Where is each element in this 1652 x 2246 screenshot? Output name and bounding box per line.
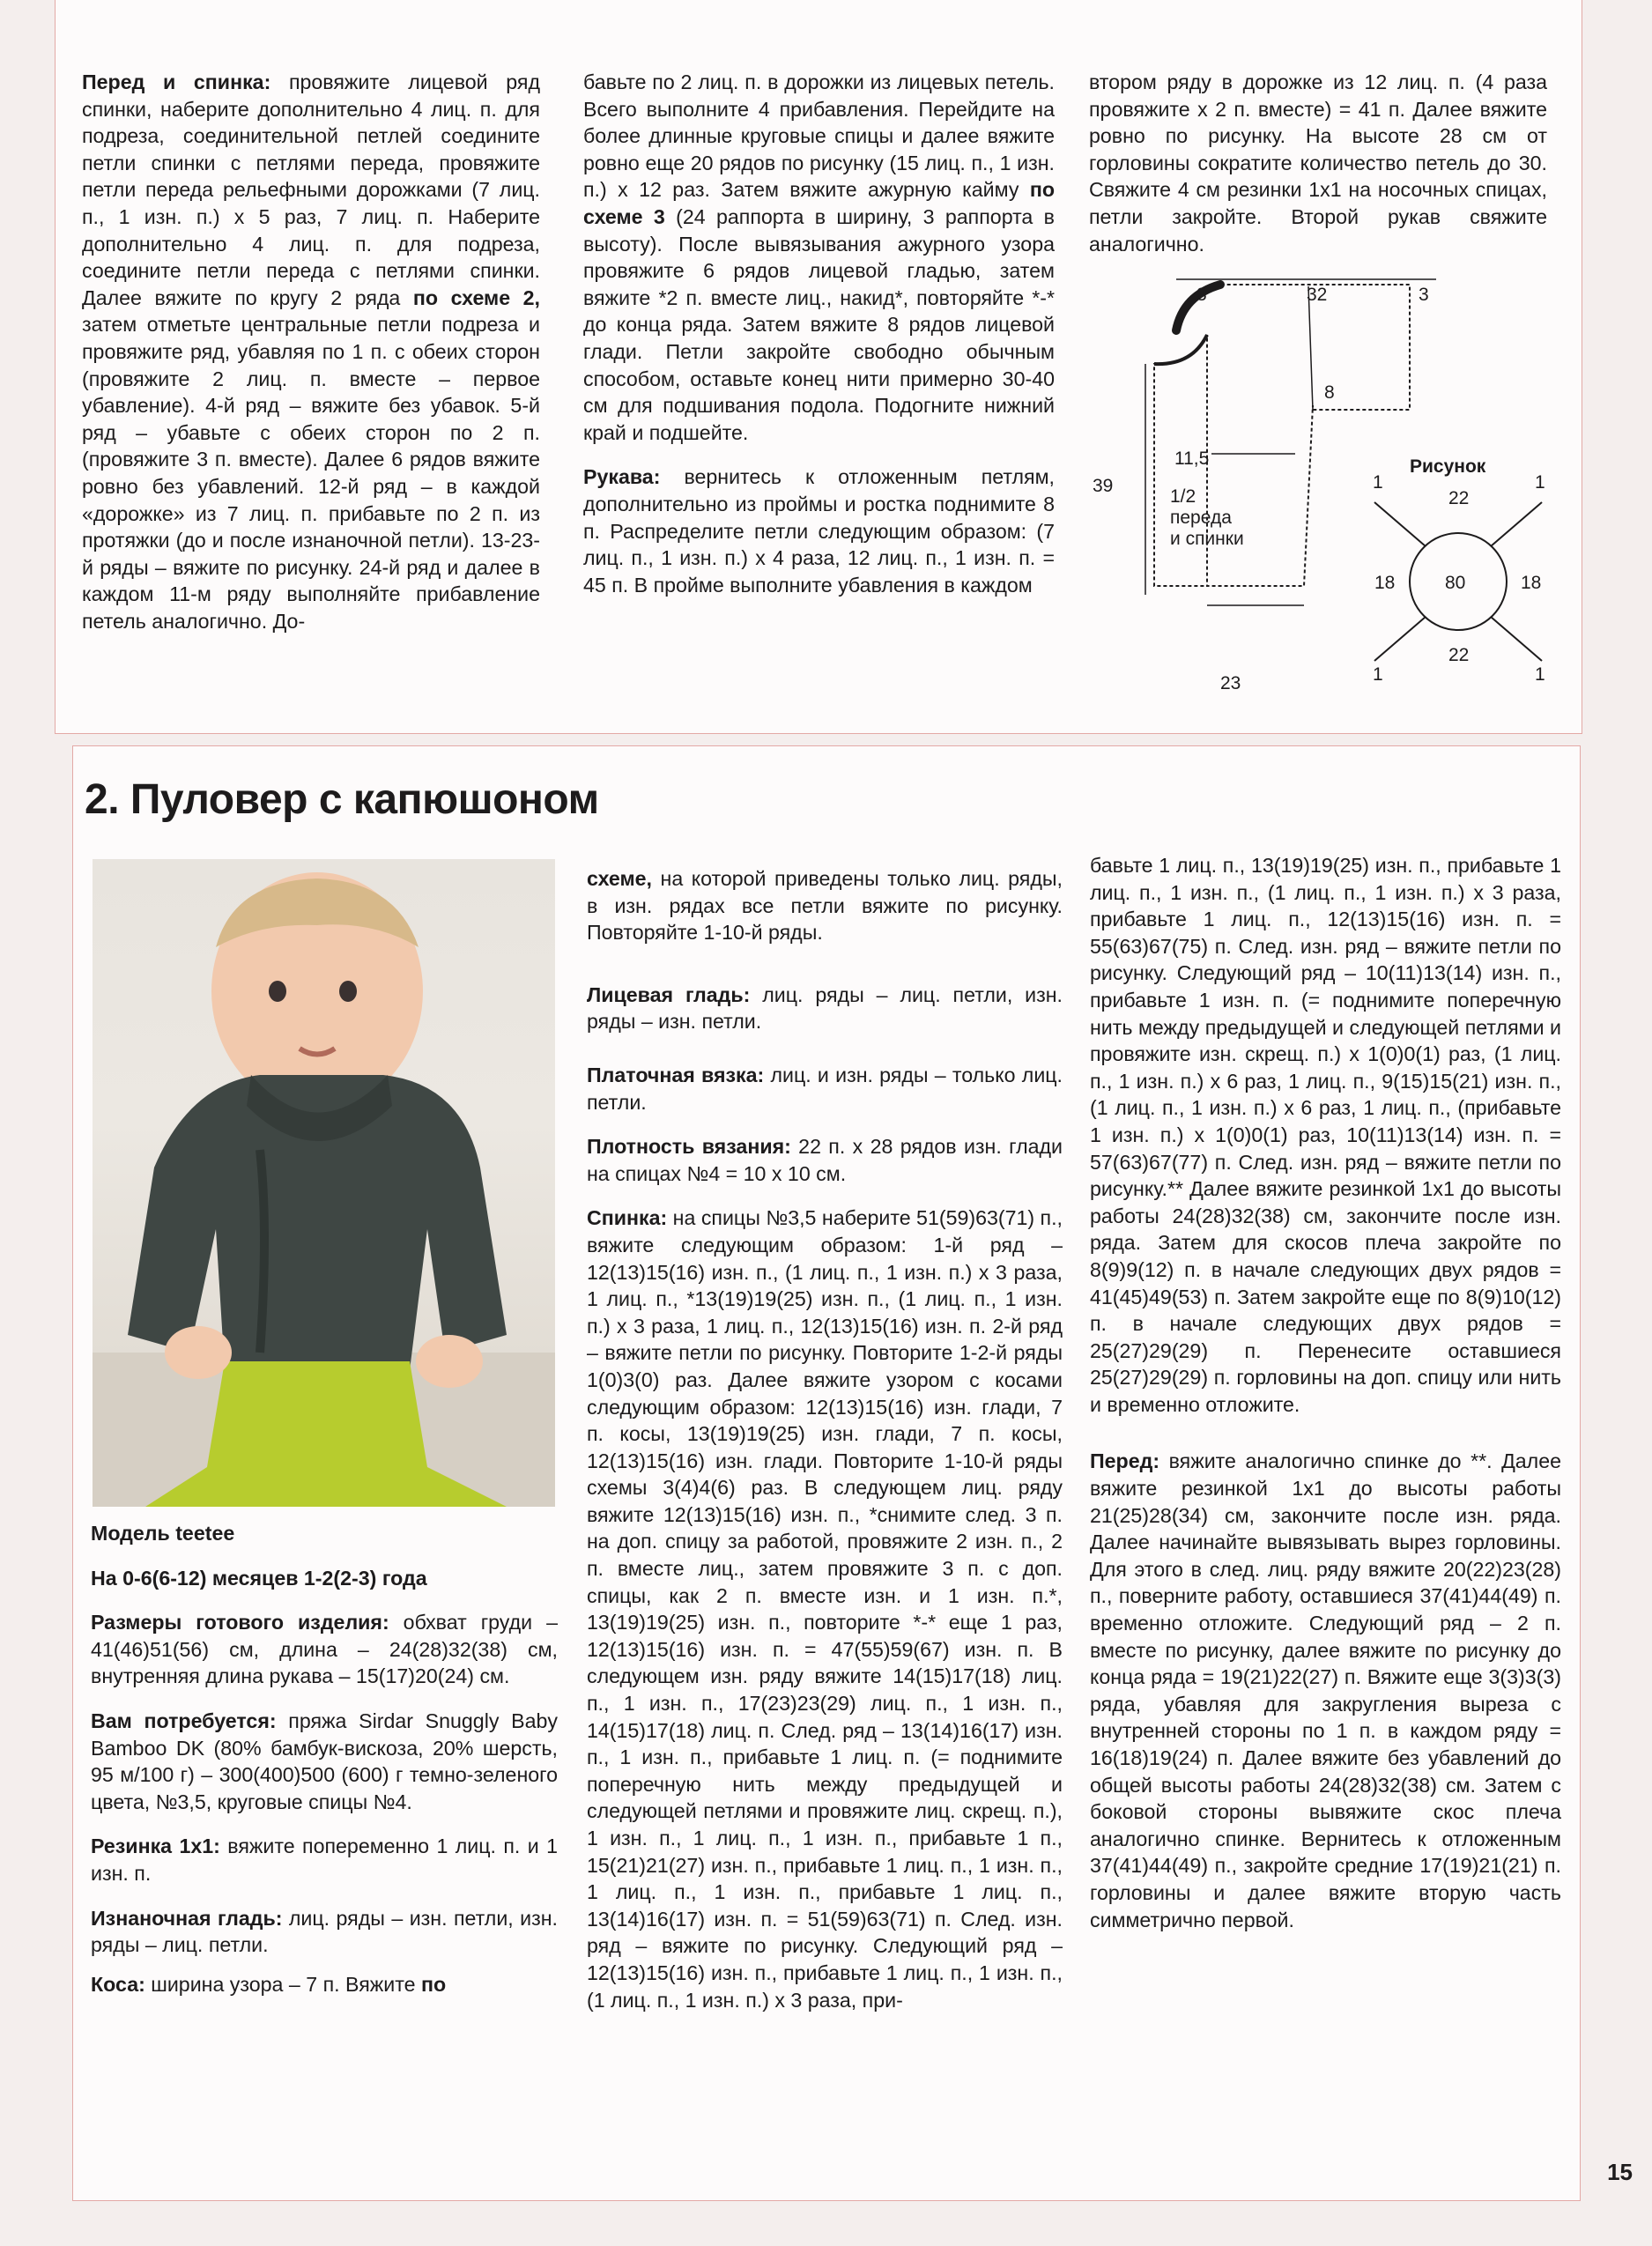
sleeves-continued: втором ряду в дорожке из 12 лиц. п. (4 раза провяжите х 2 п. вместе) = 41 п. Далее вяжите ровно по рисунку. На высоте 28 см от горловины сократите количество петель до 30. Свяжите 4 см резинки 1х1 на носочных спицах, петли закройте. Второй рукав свяжите аналогично. xyxy=(1089,70,1547,256)
sizes-label: Размеры готового изделия: xyxy=(91,1611,389,1634)
back-continued: бавьте 1 лиц. п., 13(19)19(25) изн. п., прибавьте 1 лиц. п., 1 изн. п., (1 лиц. п., 1 изн. п.) х 3 раза, прибавьте 1 лиц. п., 12(13)15(16) изн. п. = 55(63)67(75) п. След. изн. ряд – вяжите петли по рисунку. Следующий ряд – 10(11)13(14) изн. п., прибавьте 1 изн. п. (= поднимите поперечную нить между предыдущей и следующей петлями и провяжите изн. скрещ. п.) х 1(0)0(1) раз, (1 лиц. п., 1 изн. п.) х 6 раз, 1 лиц. п., 9(15)15(21) изн. п., (1 лиц. п., 1 изн. п.) х 6 раз, 1 лиц. п., (прибавьте 1 изн. п.) х 1(0)0(1) раз, 10(11)13(14) изн. п. = 57(63)67(77) п. След. изн. ряд – вяжите петли по рисунку.** Далее вяжите резинкой 1х1 до высоты работы 24(28)32(38) см, закончите после изн. ряда. Затем для скосов плеча закройте по 8(9)9(12) п. в начале следующих двух рядов = 41(45)49(53) п. Затем закройте еще по 8(9)10(12) п. в начале следующих двух рядов = 25(27)29(29) п. Перенесите оставшиеся 25(27)29(29) п. горловины на доп. спицу или нить и временно отложите. xyxy=(1090,854,1561,1416)
sleeves-text: вернитесь к отложенным петлям, дополнительно из проймы и ростка поднимите 8 п. Распределите петли следующим образом: (7 лиц. п., 1 изн. п.) х 4 раза, 12 лиц. п., 1 изн. п. = 45 п. В пройме выполните убавления в каждом xyxy=(583,465,1055,597)
dim-top-left: 3 xyxy=(1196,285,1207,305)
cable-paragraph xyxy=(91,1971,558,1998)
top-column-1 xyxy=(82,69,540,634)
pattern-bottom: 22 xyxy=(1448,645,1470,665)
front-back-paragraph xyxy=(82,69,540,634)
pattern-corner-bl: 1 xyxy=(1373,664,1383,685)
main-column-1 xyxy=(91,1520,558,1998)
model-label: Модель teetee xyxy=(91,1522,235,1545)
hem-paragraph xyxy=(583,69,1055,446)
front-text: вяжите аналогично спинке до **. Далее вяжите резинкой 1х1 до высоты работы 21(25)28(34) см, закончите после изн. ряда. Далее начинайте вывязывать вырез горловины. Для этого в след. лиц. ряду вяжите 20(22)23(28) п., поверните работу, оставшиеся 37(41)44(49) п. временно отложите. Следующий ряд – 2 п. вместе по рисунку, далее вяжите по рисунку до конца ряда = 19(21)22(27) п. Вяжите еще 3(3)3(3) ряда, убавляя для закругления выреза с внутренней стороны по 1 п. в каждом ряду = 16(18)19(24) п. Далее вяжите без убавлений до общей высоты работы 24(28)32(38) см. Затем с боковой стороны вывяжите скос плеча аналогично спинке. Вернитесь к отложенным 37(41)44(49) п., закройте средние 17(19)21(21) п. горловины и далее вяжите вторую часть симметрично первой. xyxy=(1090,1449,1561,1931)
front-paragraph xyxy=(1090,1448,1561,1933)
hem-text-2: (24 раппорта в ширину, 3 раппорта в высоту). После вывязывания ажурного узора провяжите 6 рядов лицевой гладью, затем вяжите *2 п. вместе лиц., накид*, повторяйте *-* до конца ряда. Затем вяжите 8 рядов лицевой глади. Петли закройте свободно обычным способом, оставьте конец нити примерно 30-40 см для подшивания подола. Подогните нижний край и подшейте. xyxy=(583,204,1055,444)
garter-text: лиц. и изн. ряды – только лиц. петли. xyxy=(587,1063,1063,1114)
cable-label: Коса: xyxy=(91,1972,145,1996)
scheme-paragraph xyxy=(587,865,1063,946)
gauge-label: Плотность вязания: xyxy=(587,1135,791,1159)
dim-chest: 11,5 xyxy=(1174,448,1210,469)
hem-text-1: бавьте по 2 лиц. п. в дорожки из лицевых петель. Всего выполните 4 прибавления. Перейдите на более длинные круговые спицы и далее вяжите ровно еще 20 рядов по рисунку (15 лиц. п., 1 изн. п.) х 12 раз. Затем вяжите ажурную кайму xyxy=(583,70,1055,202)
rib-text: вяжите попеременно 1 лиц. п. и 1 изн. п. xyxy=(91,1835,559,1885)
pattern-left: 18 xyxy=(1374,573,1396,593)
back-paragraph xyxy=(587,1205,1063,2013)
label-half: 1/2 xyxy=(1170,486,1196,507)
pattern-title: Рисунок xyxy=(1410,456,1486,477)
dim-bottom: 23 xyxy=(1220,673,1241,692)
label-front: переда xyxy=(1170,508,1232,528)
page-number: 15 xyxy=(1607,2159,1633,2185)
front-back-rest: затем отметьте центральные петли подреза и провяжите ряд, убавляя по 1 п. с обеих сторон (провяжите 2 лиц. п. вместе – первое убавление). 4-й ряд – вяжите без убавок. 5-й ряд – убавьте с обеих сторон по 2 п. (провяжите 3 п. вместе). Далее 6 рядов вяжите ровно без убавлений. 12-й ряд – в каждой «дорожке» из 7 лиц. п. прибавьте по 2 п. из протяжки (до и после изнаночной петли). 13-23-й ряды – вяжите по рисунку. 24-й ряд и далее в каждом 11-м ряду выполняйте прибавление петель аналогично. До- xyxy=(82,313,540,633)
dim-height: 39 xyxy=(1093,476,1114,496)
pattern-corner-tr: 1 xyxy=(1535,472,1545,493)
baby-illustration xyxy=(93,859,555,1507)
scheme3-label: по схеме 3 xyxy=(583,178,1055,228)
pattern-top: 22 xyxy=(1448,488,1470,508)
back-text: на спицы №3,5 наберите 51(59)63(71) п., вяжите следующим образом: 1-й ряд – 12(13)15(16) изн. п., (1 лиц. п., 1 изн. п.) х 3 раза, 1 лиц. п., *13(19)19(25) изн. п., (1 лиц. п., 1 изн. п.) х 3 раза, 1 лиц. п., 12(13)15(16) изн. п. 2-й ряд – вяжите петли по рисунку. Повторите 1-2-й ряды 1(0)3(0) раз. Далее вяжите узором с косами следующим образом: 12(13)15(16) изн. глади, 7 п. косы, 13(19)19(25) изн. глади, 7 п. косы, 12(13)15(16) изн. глади. Повторите 1-10-й ряды схемы 3(4)4(6) раз. В следующем лиц. ряду вяжите 12(13)15(16) изн. п., *снимите след. 3 п. на доп. спицу за работой, провяжите 2 изн. п., 2 п. вместе лиц., затем провяжите 3 п. с доп. спицы, как 2 п. вместе изн. и 1 изн. п.*, 13(19)19(25) изн. п., повторите *-* еще 1 раз, 12(13)15(16) изн. п. = 47(55)59(67) изн. п. В следующем изн. ряду вяжите 14(15)17(18) лиц. п., 1 изн. п., 17(23)23(29) лиц. п., 1 изн. п., 14(15)17(18) лиц. п. След. ряд – 13(14)16(17) изн. п., 1 изн. п., прибавьте 1 лиц. п. (= поднимите поперечную нить между предыдущей и следующей петлями и провяжите лиц. скрещ. п.), 1 изн. п., 1 лиц. п., 1 изн. п., прибавьте 1 п., 15(21)21(27) изн. п., прибавьте 1 лиц. п., 1 изн. п., 1 лиц. п., 1 изн. п., прибавьте 1 лиц. п., 13(14)16(17) изн. п. = 51(59)63(71) п. След. изн. ряд – вяжите по рисунку. Следующий ряд – 12(13)15(16) изн. п., прибавьте 1 лиц. п., 1 изн. п., (1 лиц. п., 1 изн. п.) х 3 раза, при- xyxy=(587,1206,1063,2012)
back-label: Спинка: xyxy=(587,1206,668,1230)
pattern-center: 80 xyxy=(1445,573,1466,593)
front-back-text: провяжите лицевой ряд спинки, наберите дополнительно 4 лиц. п. для подреза, соединительной петлей соедините петли спинки с петлями переда, провяжите петли переда рельефными дорожками (7 лиц. п., 1 изн. п.) х 5 раз, 7 лиц. п. Наберите дополнительно 4 лиц. п. для подреза, соедините петли переда с петлями спинки. Далее вяжите по кругу 2 ряда xyxy=(82,70,540,309)
dim-side: 8 xyxy=(1324,382,1335,403)
gauge-paragraph xyxy=(587,1133,1063,1187)
garter-paragraph xyxy=(587,1062,1063,1116)
scheme2-label: по схеме 2, xyxy=(412,285,540,309)
materials-text: пряжа Sirdar Snuggly Baby Bamboo DK (80% бамбук-вискоза, 20% шерсть, 95 м/100 г) – 300(400)500 (600) г темно-зеленого цвета, №3,5, круговые спицы №4. xyxy=(91,1709,558,1813)
sizes-paragraph xyxy=(91,1609,558,1690)
cable-by: по xyxy=(420,1972,447,1996)
ages-paragraph xyxy=(91,1565,558,1592)
garter-label: Платочная вязка: xyxy=(587,1063,765,1086)
model-paragraph xyxy=(91,1520,558,1547)
top-column-2 xyxy=(583,69,1055,598)
rib-paragraph xyxy=(91,1833,558,1886)
front-label: Перед: xyxy=(1090,1449,1160,1473)
sleeves-paragraph xyxy=(583,463,1055,598)
purl-paragraph xyxy=(91,1905,558,1959)
cable-text: ширина узора – 7 п. Вяжите xyxy=(144,1972,421,1996)
purl-text: лиц. ряды – изн. петли, изн. ряды – лиц. петли. xyxy=(91,1906,558,1957)
dim-top-right: 3 xyxy=(1419,285,1429,305)
stockinette-text: лиц. ряды – лиц. петли, изн. ряды – изн. петли. xyxy=(587,982,1063,1034)
top-column-3 xyxy=(1089,69,1547,257)
dim-top: 32 xyxy=(1307,285,1328,305)
materials-paragraph xyxy=(91,1708,558,1815)
materials-label: Вам потребуется: xyxy=(91,1709,277,1732)
ages-label: На 0-6(6-12) месяцев 1-2(2-3) года xyxy=(91,1566,427,1590)
scheme-text: на которой приведены только лиц. ряды, в изн. рядах все петли вяжите по рисунку. Повторяйте 1-10-й ряды. xyxy=(587,867,1063,945)
front-back-label: Перед и спинка: xyxy=(82,70,271,93)
rib-label: Резинка 1х1: xyxy=(91,1835,220,1858)
article-title: 2. Пуловер с капюшоном xyxy=(85,776,599,823)
label-back: и спинки xyxy=(1170,529,1244,549)
main-column-3 xyxy=(1090,852,1561,1933)
pattern-corner-tl: 1 xyxy=(1373,472,1383,493)
main-column-2 xyxy=(587,865,1063,2013)
scheme-label: схеме, xyxy=(587,867,652,890)
pattern-right: 18 xyxy=(1521,573,1542,593)
baby-photo xyxy=(93,859,555,1507)
gauge-text: 22 п. х 28 рядов изн. глади на спицах №4 = 10 х 10 см. xyxy=(587,1135,1063,1185)
purl-label: Изнаночная гладь: xyxy=(91,1906,283,1930)
pattern-corner-br: 1 xyxy=(1535,664,1545,685)
stockinette-paragraph xyxy=(587,982,1063,1035)
pattern-diagram xyxy=(1339,449,1577,696)
sleeves-label: Рукава: xyxy=(583,465,661,489)
stockinette-label: Лицевая гладь: xyxy=(587,982,751,1006)
sizes-text: обхват груди – 41(46)51(56) см, длина – 24(28)32(38) см, внутренняя длина рукава – 15(17)20(24) см. xyxy=(91,1611,558,1688)
